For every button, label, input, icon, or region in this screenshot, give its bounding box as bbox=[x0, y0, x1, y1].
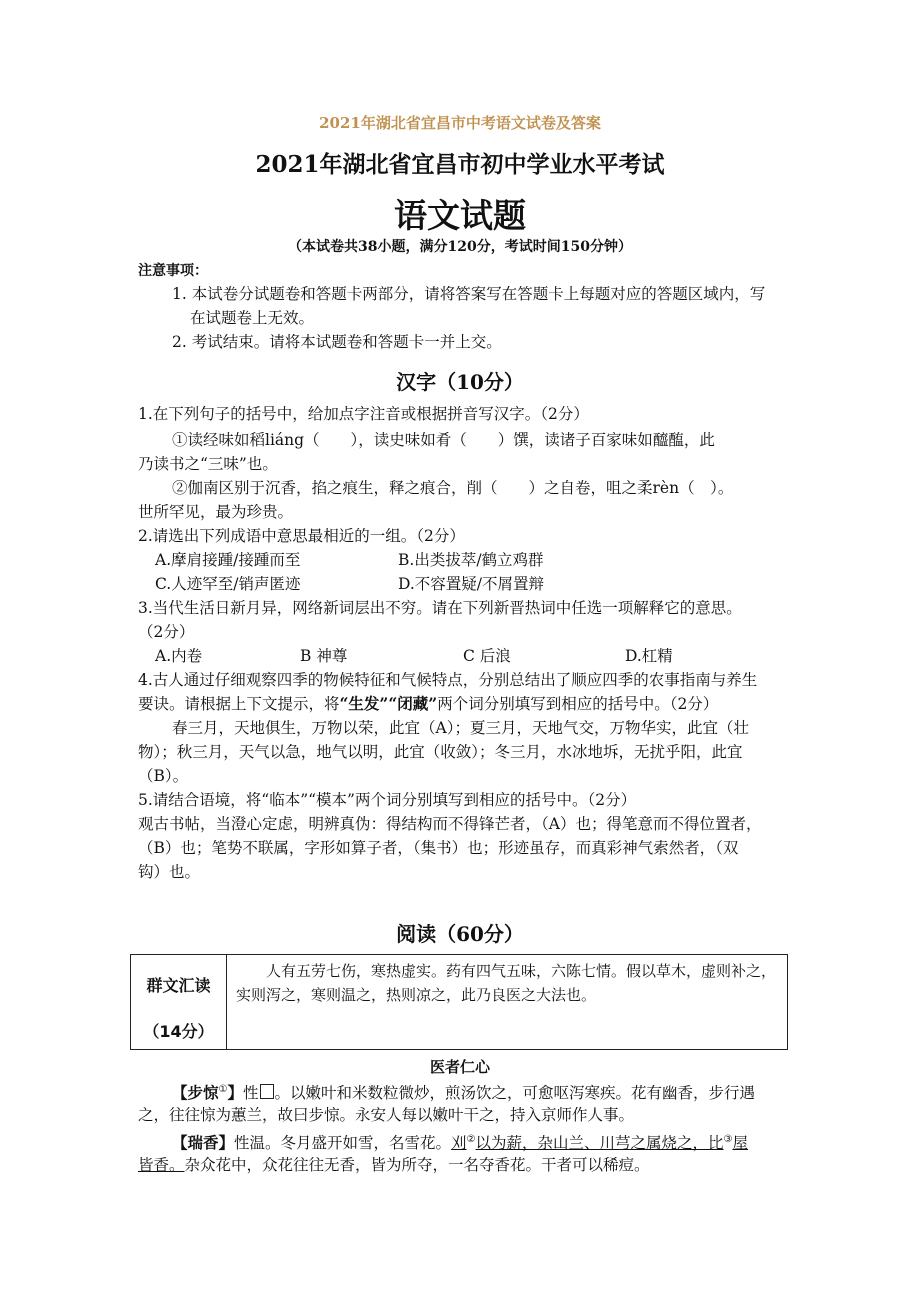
group-reading-points: （14分） bbox=[143, 1022, 214, 1041]
box-divider bbox=[226, 955, 227, 1049]
group-reading-label: 群文汇读 bbox=[146, 976, 211, 995]
q1-sentence-1-line-1: ①读经味如稻liáng（ ），读史味如肴（ ）馔，读诸子百家味如醯醢，此 bbox=[172, 431, 715, 449]
missing-char-box bbox=[260, 1084, 274, 1099]
p2-underlined-2: 以为薪，杂山兰、川芎之属烧之，比 bbox=[475, 1134, 724, 1153]
notice-item-2: 2. 考试结束。请将本试题卷和答题卡一并上交。 bbox=[172, 333, 502, 351]
notice-item-1-line-2: 在试题卷上无效。 bbox=[190, 309, 315, 327]
q2-option-a: A.摩肩接踵/接踵而至 bbox=[155, 551, 301, 569]
p2-label: 【瑞香】 bbox=[172, 1134, 235, 1153]
q4-stem-line-1: 4.古人通过仔细观察四季的物候特征和气候特点，分别总结出了顺应四季的农事指南与养生 bbox=[138, 671, 758, 689]
q1-stem: 1.在下列句子的括号中，给加点字注音或根据拼音写汉字。（2分） bbox=[138, 405, 589, 423]
q4-stem-text-c: 两个词分别填写到相应的括号中。（2分） bbox=[437, 695, 719, 713]
q4-passage-line-1: 春三月，天地俱生，万物以荣，此宜（A）；夏三月，天地气交，万物华实，此宜（壮 bbox=[172, 719, 749, 737]
p2-text-a: 性温。冬月盛开如雪，名雪花。 bbox=[234, 1134, 452, 1153]
p2-underlined-4: 皆香。 bbox=[138, 1156, 185, 1174]
p2-footnote-2: ② bbox=[466, 1134, 476, 1145]
notice-item-1-line-1: 1. 本试卷分试题卷和答题卡两部分，请将答案写在答题卡上每题对应的答题区域内，写 bbox=[172, 285, 766, 303]
group-reading-box bbox=[130, 954, 788, 1050]
q2-option-c: C.人迹罕至/销声匿迹 bbox=[155, 575, 301, 593]
p1-text-a: 性 bbox=[243, 1084, 259, 1103]
p1-label-end: 】 bbox=[227, 1084, 243, 1103]
article-p1-line-2: 之，往往惊为蕙兰，故曰步惊。永安人每以嫩叶干之，持入京师作人事。 bbox=[138, 1106, 635, 1124]
q3-option-b: B 神尊 bbox=[300, 647, 348, 665]
q5-passage-line-3: 钩）也。 bbox=[138, 863, 201, 881]
p1-text-b: 。以嫩叶和米数粒微炒，煎汤饮之，可愈呕泻寒疾。花有幽香，步行遇 bbox=[274, 1084, 756, 1103]
article-title: 医者仁心 bbox=[429, 1058, 490, 1076]
notice-heading: 注意事项： bbox=[138, 263, 208, 279]
article-p2-line-1 bbox=[172, 1130, 748, 1153]
q3-option-c: C 后浪 bbox=[463, 647, 511, 665]
p1-footnote-1: ① bbox=[218, 1084, 228, 1095]
q2-stem: 2.请选出下列成语中意思最相近的一组。（2分） bbox=[138, 527, 465, 545]
q4-passage-line-3: （B）。 bbox=[138, 767, 189, 785]
q4-passage-line-2: 物）；秋三月，天气以急，地气以明，此宜（收敛）；冬三月，水冰地坼，无扰乎阳，此宜 bbox=[138, 743, 743, 761]
q5-passage-line-2: （B）也；笔势不联属，字形如算子者，（集书）也；形迹虽存，而真彩神气索然者，（双 bbox=[138, 839, 739, 857]
p2-text-end: 杂众花中，众花往往无香，皆为所夺，一名夺香花。干者可以稀痘。 bbox=[184, 1156, 650, 1174]
article-p2-line-2 bbox=[138, 1155, 650, 1175]
q5-passage-line-1: 观古书帖，当澄心定虑，明辨真伪：得结构而不得锋芒者，（A）也；得笔意而不得位置者， bbox=[138, 815, 762, 833]
p2-underlined-1: 刈 bbox=[451, 1134, 467, 1153]
q4-keywords: “生发”“闭藏” bbox=[339, 694, 438, 713]
q1-sentence-2-line-2: 世所罕见，最为珍贵。 bbox=[138, 503, 294, 521]
q5-stem: 5.请结合语境，将“临本”“模本”两个词分别填写到相应的括号中。（2分） bbox=[138, 791, 637, 809]
q3-option-d: D.杠精 bbox=[625, 647, 673, 665]
q2-option-d: D.不容置疑/不屑置辩 bbox=[398, 575, 545, 593]
q3-stem-line-1: 3.当代生活日新月异，网络新词层出不穷。请在下列新晋热词中任选一项解释它的意思。 bbox=[138, 599, 742, 617]
p2-footnote-3: ③ bbox=[723, 1134, 733, 1145]
section-reading: 阅读（60分） bbox=[396, 922, 524, 946]
q3-option-a: A.内卷 bbox=[155, 647, 203, 665]
p1-label: 【步惊 bbox=[172, 1084, 219, 1103]
q4-stem-text-a: 要诀。请根据上下文提示，将 bbox=[138, 695, 340, 713]
article-p1-line-1 bbox=[172, 1080, 755, 1103]
group-reading-text: 人有五劳七伤，寒热虚实。药有四气五味，六陈七情。假以草木，虚则补之，实则泻之，寒则温之，热则凉之，此乃良医之大法也。 bbox=[236, 962, 777, 1004]
subject-title: 语文试题 bbox=[394, 196, 526, 235]
q2-option-b: B.出类拔萃/鹤立鸡群 bbox=[398, 551, 544, 569]
p2-underlined-3: 屋 bbox=[732, 1134, 749, 1153]
document-title: 2021年湖北省宜昌市中考语文试卷及答案 bbox=[319, 114, 601, 132]
q1-sentence-1-line-2: 乃读书之“三味”也。 bbox=[138, 455, 278, 473]
q1-sentence-2-line-1: ②伽南区别于沉香，掐之痕生，释之痕合，削（ ）之自卷，咀之柔rèn（ ）。 bbox=[172, 479, 734, 497]
q4-stem-line-2 bbox=[138, 694, 718, 714]
section-chinese-characters: 汉字（10分） bbox=[396, 370, 524, 394]
exam-main-title: 2021年湖北省宜昌市初中学业水平考试 bbox=[255, 151, 665, 178]
exam-note: （本试卷共38小题，满分120分，考试时间150分钟） bbox=[288, 239, 632, 255]
q3-stem-line-2: （2分） bbox=[138, 623, 195, 641]
